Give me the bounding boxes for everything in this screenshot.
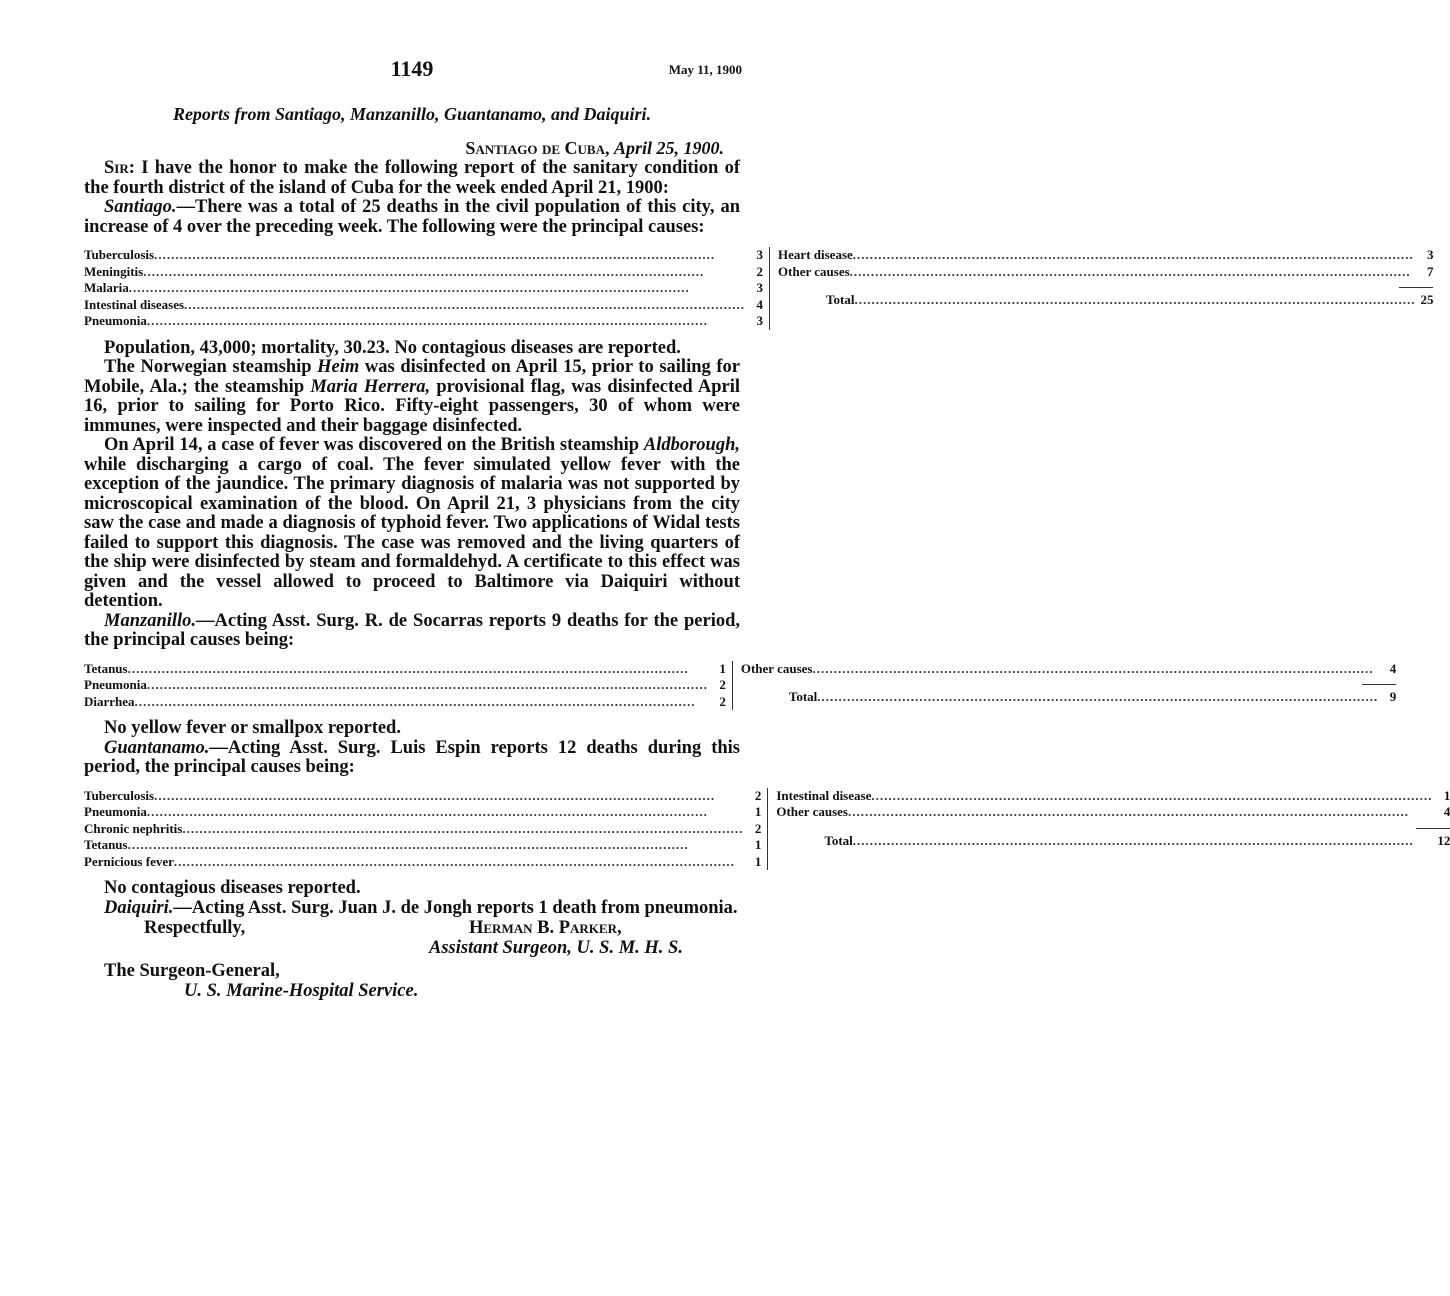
total-row: Total ..... 25 [778,292,1433,309]
total-rule [1399,287,1433,288]
daiquiri-text: —Acting Asst. Surg. Juan J. de Jongh reports 1 death from pneumonia. [173,897,738,918]
header-date: May 11, 1900 [668,62,742,77]
santiago-heading: Santiago. [104,197,177,217]
manzanillo-note: No yellow fever or smallpox reported. [104,718,401,738]
santiago-causes-right [770,247,1434,330]
guantanamo-note: No contagious diseases reported. [104,878,361,898]
table-row: Other causes ..... 4 [776,804,1450,821]
total-rule [1416,828,1450,829]
table-row: Tuberculosis ..... 3 [84,247,763,264]
manzanillo-causes-left [84,661,732,711]
total-row: Total ..... 9 [741,689,1396,706]
report-page [84,52,1450,1010]
table-row: Other causes ..... 7 [778,264,1433,281]
manzanillo-causes-right [732,661,1396,711]
table-row: Pneumonia ..... 2 [84,677,726,694]
table-row: Chronic nephritis ..... 2 [84,821,761,838]
signer-name: Herman B. Parker, [469,918,622,938]
addressee-service: U. S. Marine-Hospital Service. [184,981,419,1001]
guantanamo-heading: Guantanamo. [104,737,210,758]
page-number: 1149 [390,56,434,81]
daiquiri-heading: Daiquiri. [104,897,174,918]
dateline [84,138,724,159]
intro-paragraph [84,159,740,198]
table-row: Pneumonia ..... 1 [84,804,761,821]
signer-rank: Assistant Surgeon, U. S. M. H. S. [429,938,683,958]
running-header [84,52,740,86]
table-row: Tetanus ..... 1 [84,661,726,678]
aldborough-paragraph: On April 14, a case of fever was discovered on the British steamship Aldborough, while discharging a cargo of coal. The fever simulated yellow fever with the exception of the jaundice. The primary diagnosis of malaria was not supported by microscopical examination of the blood. On April 21, 3 physicians from the city saw the case and made a diagnosis of typhoid fever. Two applications of Widal tests failed to support this diagnosis. The case was removed and the living quarters of the ship were disinfected by steam and formaldehyd. A certificate to this effect was given and the vessel allowed to proceed to Baltimore via Daiquiri without detention. [84,435,740,611]
daiquiri-paragraph [84,899,740,919]
signature-block [84,918,740,1010]
closing: Respectfully, [144,918,246,938]
manzanillo-heading: Manzanillo. [104,610,197,631]
table-row: Malaria ..... 3 [84,280,763,297]
santiago-text: —There was a total of 25 deaths in the civil population of this city, an increase of 4 over the preceding week. The following were the principal causes: [84,197,740,237]
guantanamo-text: —Acting Asst. Surg. Luis Espin reports 12 deaths during this period, the principal causes being: [84,737,740,777]
table-row: Tuberculosis ..... 2 [84,788,761,805]
guantanamo-paragraph [84,739,740,778]
table-row: Other causes ..... 4 [741,661,1396,678]
dateline-date: April 25, 1900. [613,138,724,158]
guantanamo-causes-table [84,788,1450,871]
article-title: Reports from Santiago, Manzanillo, Guantanamo, and Daiquiri. [172,104,652,124]
guantanamo-causes-right [768,788,1450,871]
manzanillo-text: —Acting Asst. Surg. R. de Socarras reports 9 deaths for the period, the principal causes being: [84,610,740,650]
table-row: Intestinal diseases ..... 4 [84,297,763,314]
population-paragraph: Population, 43,000; mortality, 30.23. No contagious diseases are reported. [104,337,681,358]
table-row: Pernicious fever ..... 1 [84,854,761,871]
santiago-causes-left [84,247,770,330]
table-row: Intestinal disease ..... 1 [776,788,1450,805]
table-row: Heart disease ..... 3 [778,247,1433,264]
heim-paragraph: The Norwegian steamship Heim was disinfected on April 15, prior to sailing for Mobile, Ala.; the steamship Maria Herrera, provisional flag, was disinfected April 16, prior to sailing for Porto Rico. Fifty-eight passengers, 30 of whom were immunes, were inspected and their baggage disinfected. [84,357,741,436]
table-row: Tetanus ..... 1 [84,837,761,854]
ship-name: Heim [317,357,360,377]
ship-name: Maria Herrera, [310,376,431,397]
santiago-paragraph [84,198,740,237]
manzanillo-causes-table [84,661,1396,711]
intro-text: I have the honor to make the following report of the sanitary condition of the fourth district of the island of Cuba for the week ended April 21, 1900: [84,158,740,198]
salutation: Sir: [104,158,135,178]
dateline-place: Santiago de Cuba, [465,138,610,158]
table-row: Meningitis ..... 2 [84,264,763,281]
addressee-title: The Surgeon-General, [104,961,280,981]
manzanillo-paragraph [84,612,740,651]
table-row: Diarrhea ..... 2 [84,694,726,711]
santiago-causes-table [84,247,1433,330]
ship-name: Aldborough, [643,435,740,455]
table-row: Pneumonia ..... 3 [84,313,763,330]
total-rule [1362,684,1396,685]
guantanamo-causes-left [84,788,768,871]
total-row: Total ..... 12 [776,833,1450,850]
